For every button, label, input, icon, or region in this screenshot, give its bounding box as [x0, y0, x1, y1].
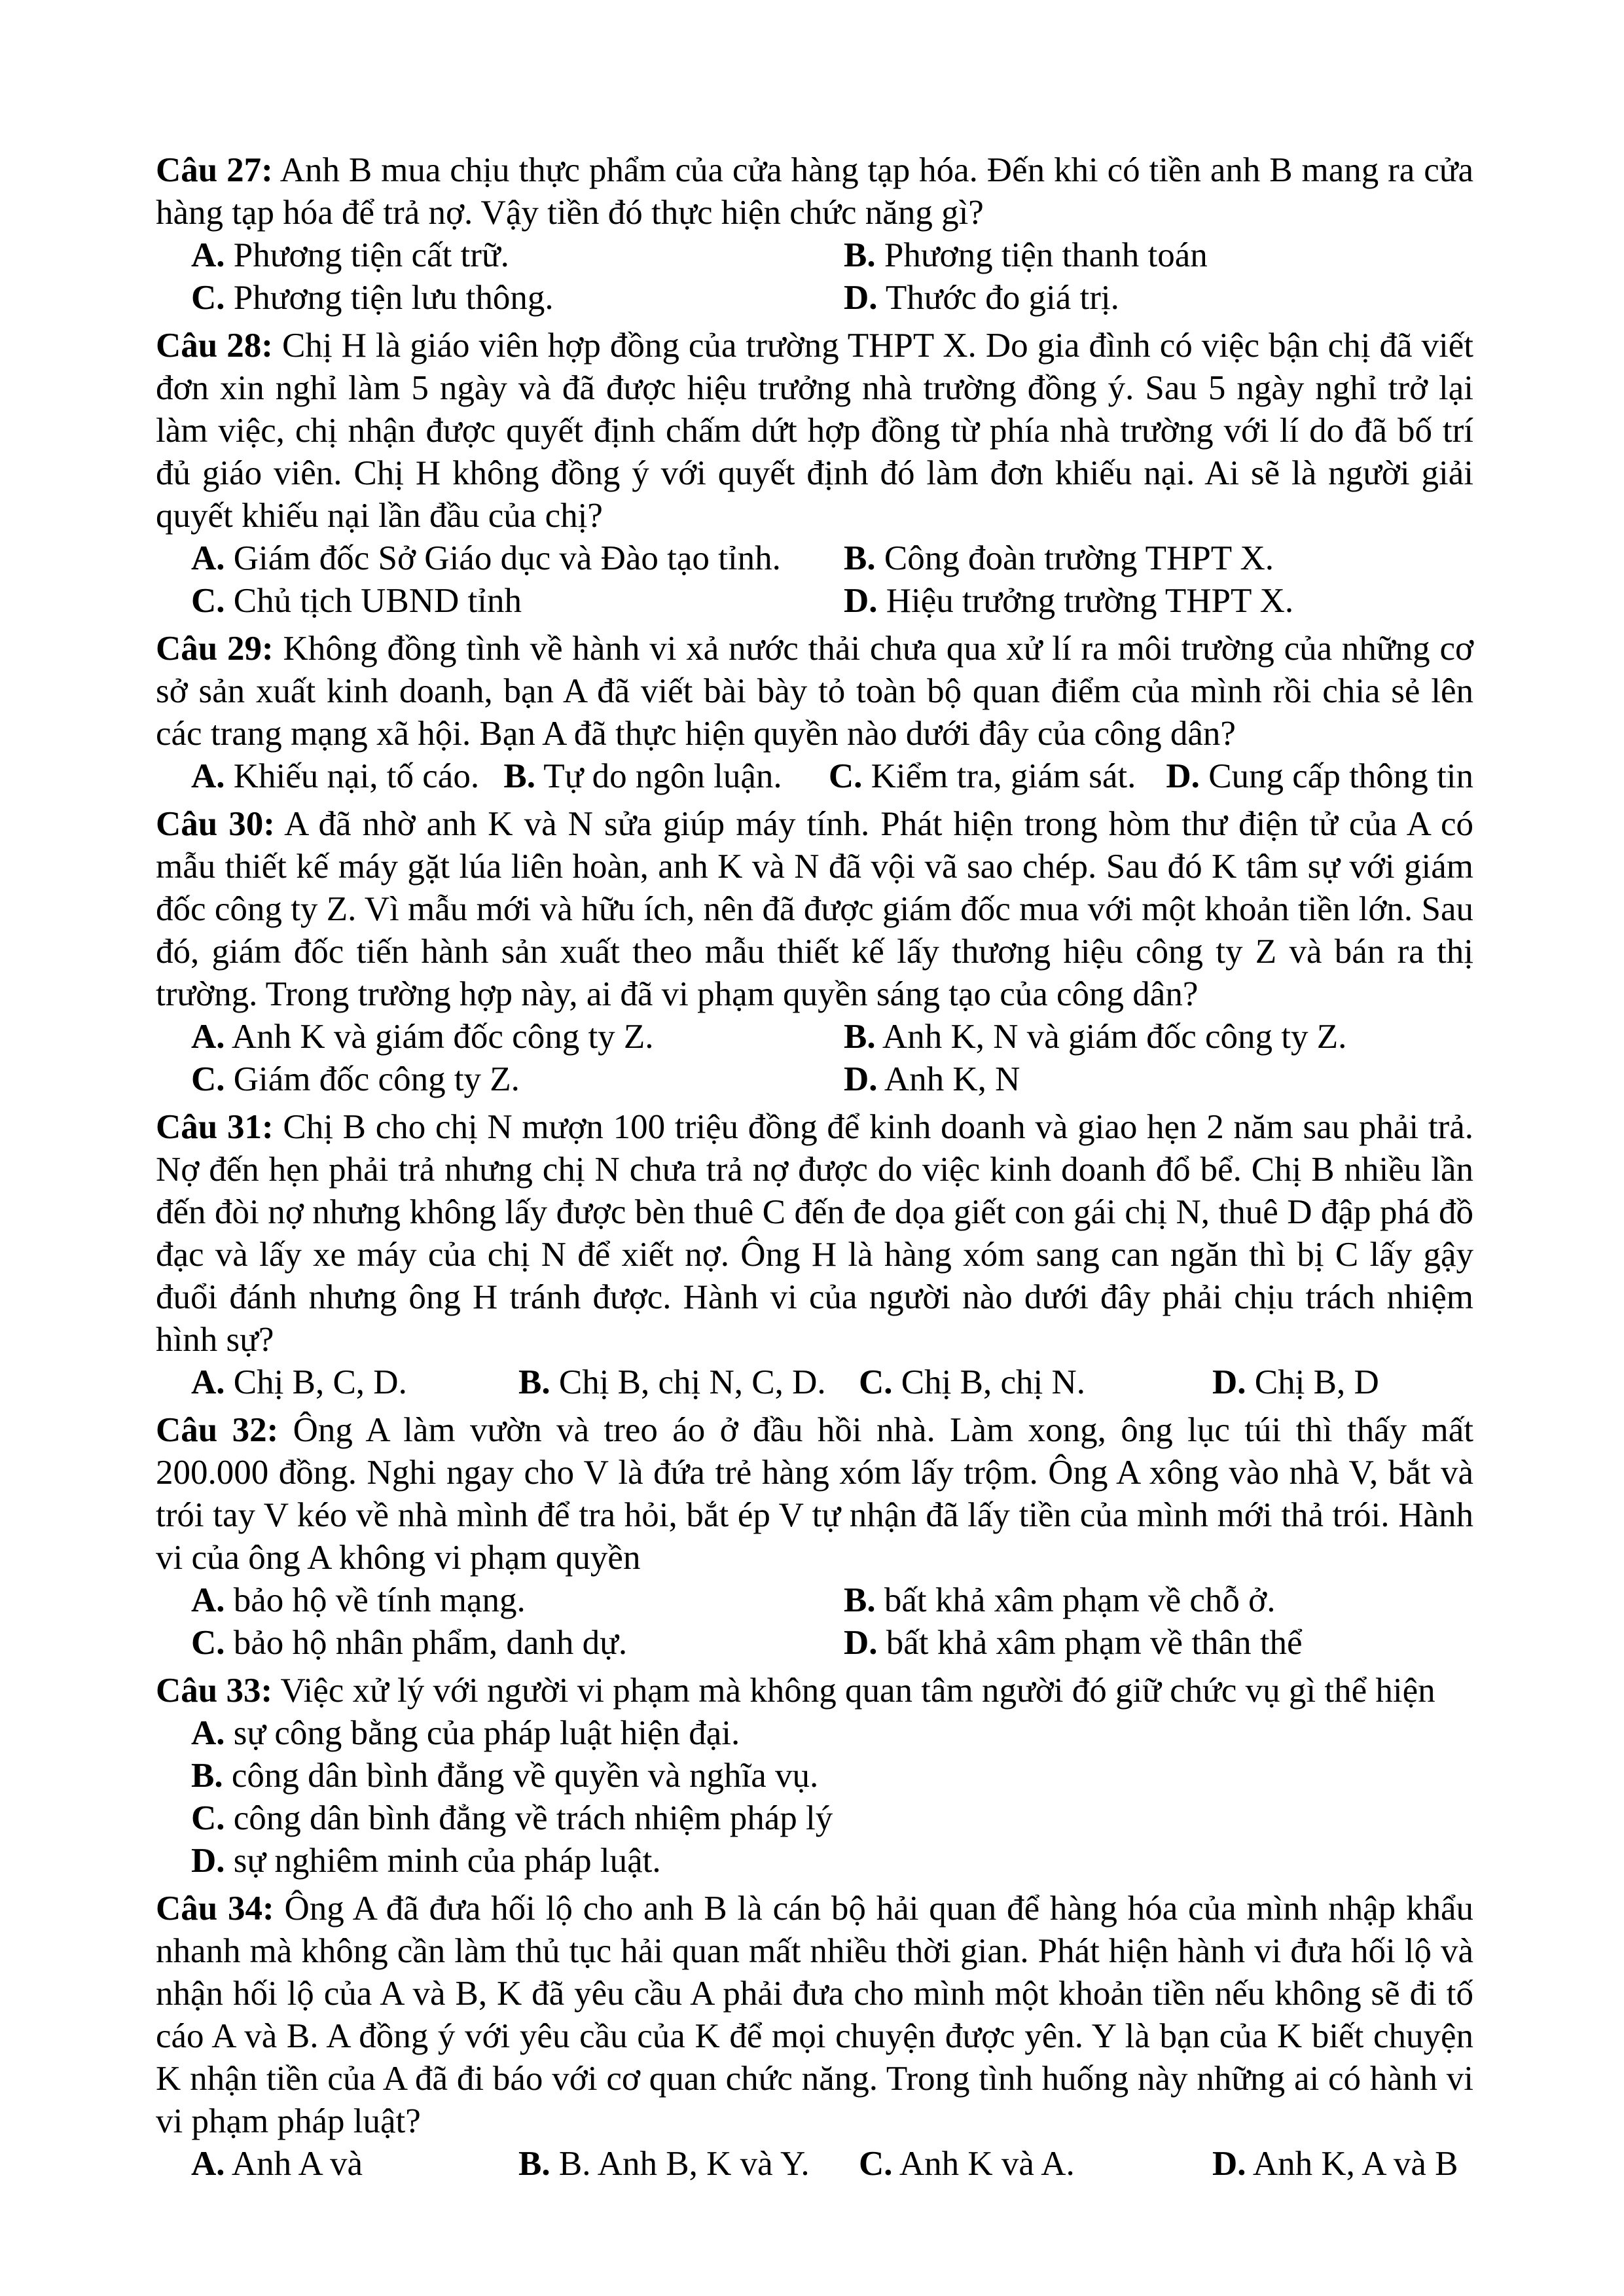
option-key: B.: [518, 2145, 550, 2183]
option-text: Giám đốc Sở Giáo dục và Đào tạo tỉnh.: [225, 539, 781, 577]
question-label: Câu 30:: [156, 805, 275, 843]
option-row: [156, 1361, 1473, 1404]
option-text: B. Anh B, K và Y.: [550, 2145, 810, 2183]
option-row: [156, 580, 1473, 622]
option-row: [156, 1755, 1473, 1797]
option-c[interactable]: [191, 1797, 833, 1840]
option-b[interactable]: [844, 537, 1274, 580]
option-key: B.: [844, 1581, 876, 1619]
option-text: Chị B, chị N, C, D.: [550, 1363, 826, 1401]
option-a[interactable]: [191, 1361, 518, 1404]
option-text: Anh K, N và giám đốc công ty Z.: [875, 1018, 1347, 1056]
question-label: Câu 27:: [156, 151, 273, 189]
question-label: Câu 31:: [156, 1108, 274, 1146]
question-32: [156, 1409, 1473, 1664]
option-key: D.: [844, 1624, 878, 1662]
option-key: C.: [828, 757, 863, 795]
question-27: [156, 149, 1473, 319]
option-text: bảo hộ về tính mạng.: [225, 1581, 526, 1619]
option-key: A.: [191, 1714, 225, 1752]
question-label: Câu 29:: [156, 630, 274, 668]
option-a[interactable]: [191, 234, 844, 277]
question-text: Chị H là giáo viên hợp đồng của trường THPT X. Do gia đình có việc bận chị đã viết đơn xin nghỉ làm 5 ngày và đã được hiệu trưởng nhà trường đồng ý. Sau 5 ngày nghỉ trở lại làm việc, chị nhận được quyết định chấm dứt hợp đồng từ phía nhà trường với lí do đã bố trí đủ giáo viên. Chị H không đồng ý với quyết định đó làm đơn khiếu nại. Ai sẽ là người giải quyết khiếu nại lần đầu của chị?: [156, 327, 1473, 535]
option-c[interactable]: [859, 1361, 1212, 1404]
question-stem: [156, 803, 1473, 1016]
question-30: [156, 803, 1473, 1101]
option-key: C.: [191, 1060, 225, 1098]
option-key: D.: [1212, 1363, 1246, 1401]
option-row: [156, 277, 1473, 319]
option-text: Anh K, A và B: [1246, 2145, 1458, 2183]
option-text: sự công bằng của pháp luật hiện đại.: [225, 1714, 740, 1752]
option-text: Phương tiện lưu thông.: [225, 279, 554, 317]
option-row: [156, 1840, 1473, 1882]
option-row: [156, 1712, 1473, 1755]
answer-options: [156, 1361, 1473, 1404]
option-row: [156, 755, 1473, 798]
question-label: Câu 32:: [156, 1411, 279, 1449]
option-d[interactable]: [844, 1622, 1303, 1664]
option-key: B.: [844, 1018, 876, 1056]
option-key: D.: [1166, 757, 1200, 795]
option-b[interactable]: [503, 755, 828, 798]
option-b[interactable]: [518, 1361, 859, 1404]
question-label: Câu 34:: [156, 1890, 274, 1928]
option-text: sự nghiêm minh của pháp luật.: [225, 1842, 661, 1880]
option-b[interactable]: [844, 234, 1208, 277]
option-b[interactable]: [844, 1016, 1346, 1058]
answer-options: [156, 2143, 1473, 2185]
question-text: Chị B cho chị N mượn 100 triệu đồng để kinh doanh và giao hẹn 2 năm sau phải trả. Nợ đến hẹn phải trả nhưng chị N chưa trả nợ được do việc kinh doanh đổ bể. Chị B nhiều lần đến đòi nợ nhưng không lấy được bèn thuê C đến đe dọa giết con gái chị N, thuê D đập phá đồ đạc và lấy xe máy của chị N để xiết nợ. Ông H là hàng xóm sang can ngăn thì bị C lấy gậy đuổi đánh nhưng ông H tránh được. Hành vi của người nào dưới đây phải chịu trách nhiệm hình sự?: [156, 1108, 1473, 1359]
option-key: B.: [844, 236, 876, 274]
question-stem: [156, 149, 1473, 234]
option-a[interactable]: [191, 1579, 844, 1622]
question-stem: [156, 1106, 1473, 1361]
option-key: B.: [503, 757, 535, 795]
question-label: Câu 28:: [156, 327, 273, 365]
option-text: bảo hộ nhân phẩm, danh dự.: [225, 1624, 628, 1662]
option-key: C.: [859, 2145, 893, 2183]
question-29: [156, 628, 1473, 798]
option-key: A.: [191, 1363, 225, 1401]
question-text: Ông A làm vườn và treo áo ở đầu hồi nhà. Làm xong, ông lục túi thì thấy mất 200.000 đồng. Nghi ngay cho V là đứa trẻ hàng xóm lấy trộm. Ông A xông vào nhà V, bắt và trói tay V kéo về nhà mình để tra hỏi, bắt ép V tự nhận đã lấy tiền của mình mới thả trói. Hành vi của ông A không vi phạm quyền: [156, 1411, 1474, 1577]
option-c[interactable]: [191, 1058, 844, 1101]
option-key: A.: [191, 1581, 225, 1619]
option-key: A.: [191, 236, 225, 274]
option-key: D.: [191, 1842, 225, 1880]
question-label: Câu 33:: [156, 1672, 273, 1710]
option-key: C.: [859, 1363, 893, 1401]
option-text: Khiếu nại, tố cáo.: [225, 757, 480, 795]
option-d[interactable]: [844, 580, 1293, 622]
option-key: D.: [844, 1060, 878, 1098]
option-row: [156, 1622, 1473, 1664]
option-a[interactable]: [191, 755, 503, 798]
option-a[interactable]: [191, 2143, 518, 2185]
option-text: Phương tiện cất trữ.: [225, 236, 509, 274]
question-stem: [156, 1888, 1473, 2143]
option-key: B.: [844, 539, 876, 577]
option-c[interactable]: [859, 2143, 1212, 2185]
option-key: D.: [844, 582, 878, 620]
option-text: Chị B, D: [1246, 1363, 1379, 1401]
option-text: công dân bình đẳng về quyền và nghĩa vụ.: [223, 1757, 819, 1795]
option-b[interactable]: [844, 1579, 1275, 1622]
answer-options: [156, 1579, 1473, 1664]
option-row: [156, 234, 1473, 277]
option-text: Hiệu trưởng trường THPT X.: [877, 582, 1294, 620]
option-text: Cung cấp thông tin: [1199, 757, 1474, 795]
option-b[interactable]: [518, 2143, 859, 2185]
option-key: C.: [191, 1799, 225, 1837]
question-33: [156, 1670, 1473, 1882]
option-key: C.: [191, 582, 225, 620]
option-text: Kiểm tra, giám sát.: [862, 757, 1136, 795]
question-text: A đã nhờ anh K và N sửa giúp máy tính. Phát hiện trong hòm thư điện tử của A có mẫu thiết kế máy gặt lúa liên hoàn, anh K và N đã vội vã sao chép. Sau đó K tâm sự với giám đốc công ty Z. Vì mẫu mới và hữu ích, nên đã được giám đốc mua với một khoản tiền lớn. Sau đó, giám đốc tiến hành sản xuất theo mẫu thiết kế lấy thương hiệu công ty Z và bán ra thị trường. Trong trường hợp này, ai đã vi phạm quyền sáng tạo của công dân?: [156, 805, 1473, 1013]
option-d[interactable]: [844, 277, 1119, 319]
option-key: A.: [191, 757, 225, 795]
option-key: D.: [1212, 2145, 1246, 2183]
option-key: C.: [191, 279, 225, 317]
option-text: Anh K, N: [877, 1060, 1020, 1098]
option-a[interactable]: [191, 1016, 844, 1058]
option-a[interactable]: [191, 1712, 740, 1755]
option-c[interactable]: [191, 277, 844, 319]
answer-options: [156, 1016, 1473, 1101]
option-text: Anh K và A.: [892, 2145, 1075, 2183]
option-key: D.: [844, 279, 878, 317]
question-text: Anh B mua chịu thực phẩm của cửa hàng tạp hóa. Đến khi có tiền anh B mang ra cửa hàng tạp hóa để trả nợ. Vậy tiền đó thực hiện chức năng gì?: [156, 151, 1473, 232]
question-text: Ông A đã đưa hối lộ cho anh B là cán bộ hải quan để hàng hóa của mình nhập khẩu nhanh mà không cần làm thủ tục hải quan mất nhiều thời gian. Phát hiện hành vi đưa hối lộ và nhận hối lộ của A và B, K đã yêu cầu A phải đưa cho mình một khoản tiền nếu không sẽ đi tố cáo A và B. A đồng ý với yêu cầu của K để mọi chuyện được yên. Y là bạn của K biết chuyện K nhận tiền của A đã đi báo với cơ quan chức năng. Trong tình huống này những ai có hành vi vi phạm pháp luật?: [156, 1890, 1473, 2140]
option-d[interactable]: [191, 1840, 661, 1882]
option-b[interactable]: [191, 1755, 818, 1797]
option-c[interactable]: [191, 580, 844, 622]
option-text: Anh A và: [225, 2145, 363, 2183]
option-row: [156, 1016, 1473, 1058]
option-text: bất khả xâm phạm về chỗ ở.: [875, 1581, 1276, 1619]
question-34: [156, 1888, 1473, 2185]
option-key: B.: [518, 1363, 550, 1401]
option-text: Thước đo giá trị.: [877, 279, 1119, 317]
option-text: Anh K và giám đốc công ty Z.: [225, 1018, 654, 1056]
option-text: Chủ tịch UBND tỉnh: [225, 582, 522, 620]
option-key: A.: [191, 1018, 225, 1056]
option-row: [156, 1797, 1473, 1840]
option-c[interactable]: [191, 1622, 844, 1664]
option-text: Chị B, chị N.: [892, 1363, 1085, 1401]
answer-options: [156, 234, 1473, 319]
option-text: công dân bình đẳng về trách nhiệm pháp lý: [225, 1799, 833, 1837]
option-row: [156, 2143, 1473, 2185]
option-key: A.: [191, 2145, 225, 2183]
answer-options: [156, 537, 1473, 622]
option-row: [156, 1058, 1473, 1101]
option-a[interactable]: [191, 537, 844, 580]
option-key: A.: [191, 539, 225, 577]
option-text: Tự do ngôn luận.: [535, 757, 782, 795]
answer-options: [156, 755, 1473, 798]
option-row: [156, 1579, 1473, 1622]
question-text: Không đồng tình về hành vi xả nước thải chưa qua xử lí ra môi trường của những cơ sở sản xuất kinh doanh, bạn A đã viết bài bày tỏ toàn bộ quan điểm của mình rồi chia sẻ lên các trang mạng xã hội. Bạn A đã thực hiện quyền nào dưới đây của công dân?: [156, 630, 1474, 753]
option-text: Phương tiện thanh toán: [875, 236, 1208, 274]
question-text: Việc xử lý với người vi phạm mà không quan tâm người đó giữ chức vụ gì thể hiện: [272, 1672, 1435, 1710]
answer-options: [156, 1712, 1473, 1882]
option-d[interactable]: [844, 1058, 1020, 1101]
question-stem: [156, 1409, 1473, 1579]
option-text: Công đoàn trường THPT X.: [875, 539, 1274, 577]
option-key: B.: [191, 1757, 223, 1795]
option-d[interactable]: [1212, 1361, 1379, 1404]
question-stem: [156, 628, 1473, 755]
question-31: [156, 1106, 1473, 1404]
option-text: bất khả xâm phạm về thân thể: [877, 1624, 1303, 1662]
question-stem: [156, 1670, 1473, 1712]
option-d[interactable]: [1212, 2143, 1458, 2185]
option-d[interactable]: [1166, 755, 1473, 798]
option-text: Giám đốc công ty Z.: [225, 1060, 520, 1098]
option-text: Chị B, C, D.: [225, 1363, 407, 1401]
option-row: [156, 537, 1473, 580]
option-key: C.: [191, 1624, 225, 1662]
option-c[interactable]: [829, 755, 1166, 798]
question-28: [156, 325, 1473, 622]
question-stem: [156, 325, 1473, 537]
